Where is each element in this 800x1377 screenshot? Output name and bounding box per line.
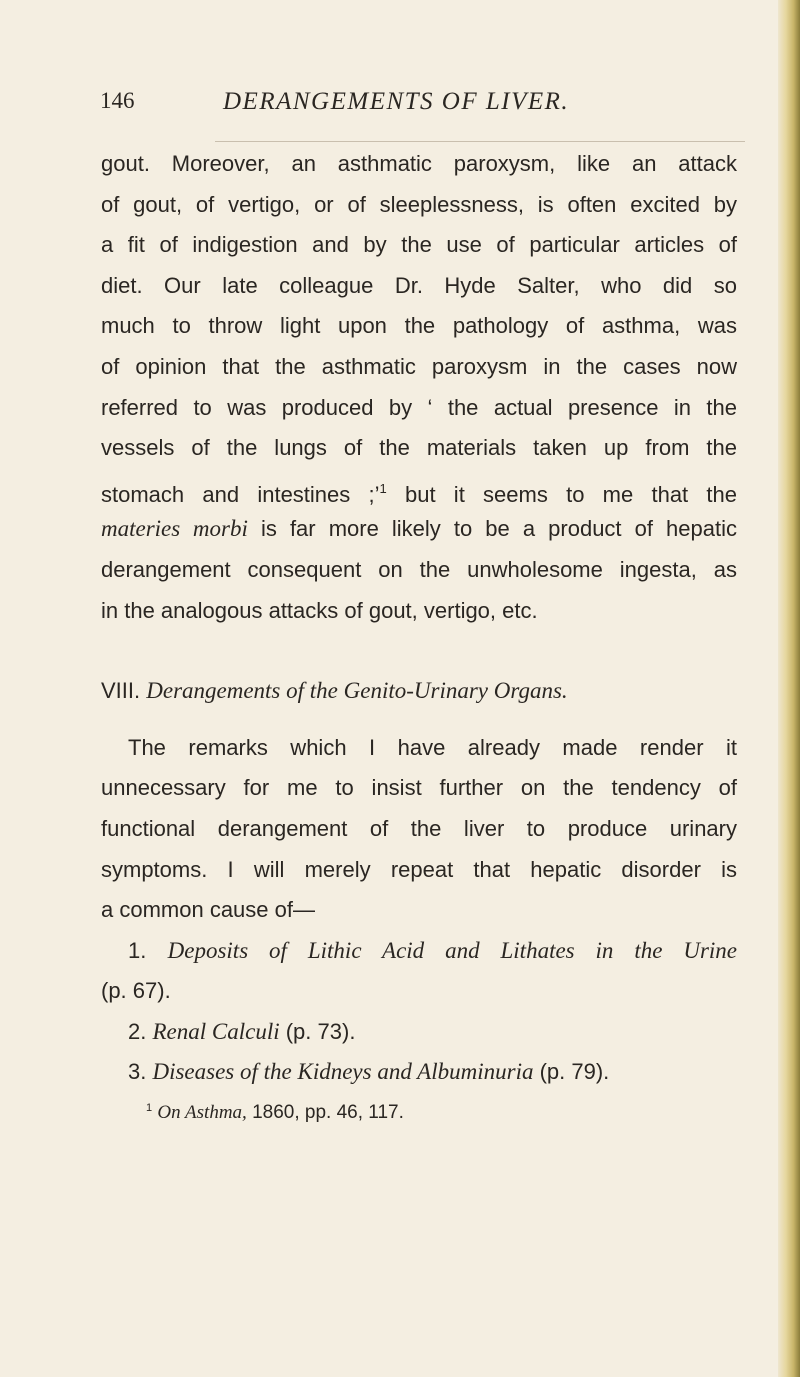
text-line: unnecessary for me to insist further on the tendency of bbox=[101, 775, 737, 801]
page-ref: (p. 73). bbox=[285, 1018, 356, 1044]
list-number: 3. bbox=[128, 1059, 147, 1085]
body-text bbox=[101, 144, 737, 1123]
footnote bbox=[101, 1093, 737, 1123]
footnote-text: 1860, pp. 46, 117. bbox=[252, 1102, 404, 1124]
list-item bbox=[101, 1012, 737, 1053]
text-line: referred to was produced by ‘ the actual presence in the bbox=[101, 394, 737, 420]
section-title: Derangements of the Genito-Urinary Organs. bbox=[146, 678, 568, 704]
text-line: much to throw light upon the pathology of asthma, was bbox=[101, 313, 737, 339]
page-ref: (p. 67). bbox=[101, 978, 171, 1004]
text-line: symptoms. I will merely repeat that hepatic disorder is bbox=[101, 856, 737, 882]
page-header bbox=[100, 88, 740, 128]
text-line: The remarks which I have already made render it bbox=[128, 734, 737, 760]
section-heading bbox=[101, 671, 737, 712]
list-number: 2. bbox=[128, 1018, 147, 1044]
page-number: 146 bbox=[100, 88, 135, 113]
list-item bbox=[101, 1052, 737, 1093]
footnote-title: On Asthma, bbox=[157, 1102, 247, 1124]
list-title: Deposits of Lithic Acid and Lithates in the Urine bbox=[167, 937, 737, 963]
list-number: 1. bbox=[128, 937, 147, 963]
text-line: diet. Our late colleague Dr. Hyde Salter, who did so bbox=[101, 272, 737, 298]
text-line: a fit of indigestion and by the use of particular articles of bbox=[101, 232, 737, 258]
text-line: vessels of the lungs of the materials taken up from the bbox=[101, 435, 737, 461]
text-line: of gout, of vertigo, or of sleeplessness, is often excited by bbox=[101, 191, 737, 217]
text-segment: stomach and intestines ;’ bbox=[101, 481, 380, 507]
text-line: in the analogous attacks of gout, vertigo, etc. bbox=[101, 597, 538, 623]
list-title: Renal Calculi bbox=[152, 1018, 280, 1044]
section-numeral: VIII. bbox=[101, 678, 141, 704]
list-title: Diseases of the Kidneys and Albuminuria bbox=[152, 1059, 534, 1085]
footnote-number: 1 bbox=[146, 1102, 153, 1115]
text-line: a common cause of— bbox=[101, 897, 315, 923]
latin-term: materies morbi bbox=[101, 516, 248, 542]
text-line-footnote-ref bbox=[101, 469, 737, 510]
page-ref: (p. 79). bbox=[539, 1059, 610, 1085]
footnote-marker: 1 bbox=[379, 480, 387, 496]
list-item-continuation bbox=[101, 971, 737, 1012]
running-title: DERANGEMENTS OF LIVER. bbox=[223, 88, 570, 115]
text-line: gout. Moreover, an asthmatic paroxysm, like an attack bbox=[101, 151, 737, 176]
header-rule bbox=[215, 141, 745, 142]
text-segment: but it seems to me that the bbox=[386, 481, 737, 507]
text-line: functional derangement of the liver to produce urinary bbox=[101, 815, 737, 841]
list-item bbox=[101, 931, 737, 972]
text-line-latin bbox=[101, 509, 737, 550]
text-line: of opinion that the asthmatic paroxysm in the cases now bbox=[101, 353, 737, 379]
text-segment: is far more likely to be a product of hepatic bbox=[247, 516, 737, 542]
page-edge bbox=[778, 0, 800, 1377]
text-line: derangement consequent on the unwholesome ingesta, as bbox=[101, 556, 737, 582]
